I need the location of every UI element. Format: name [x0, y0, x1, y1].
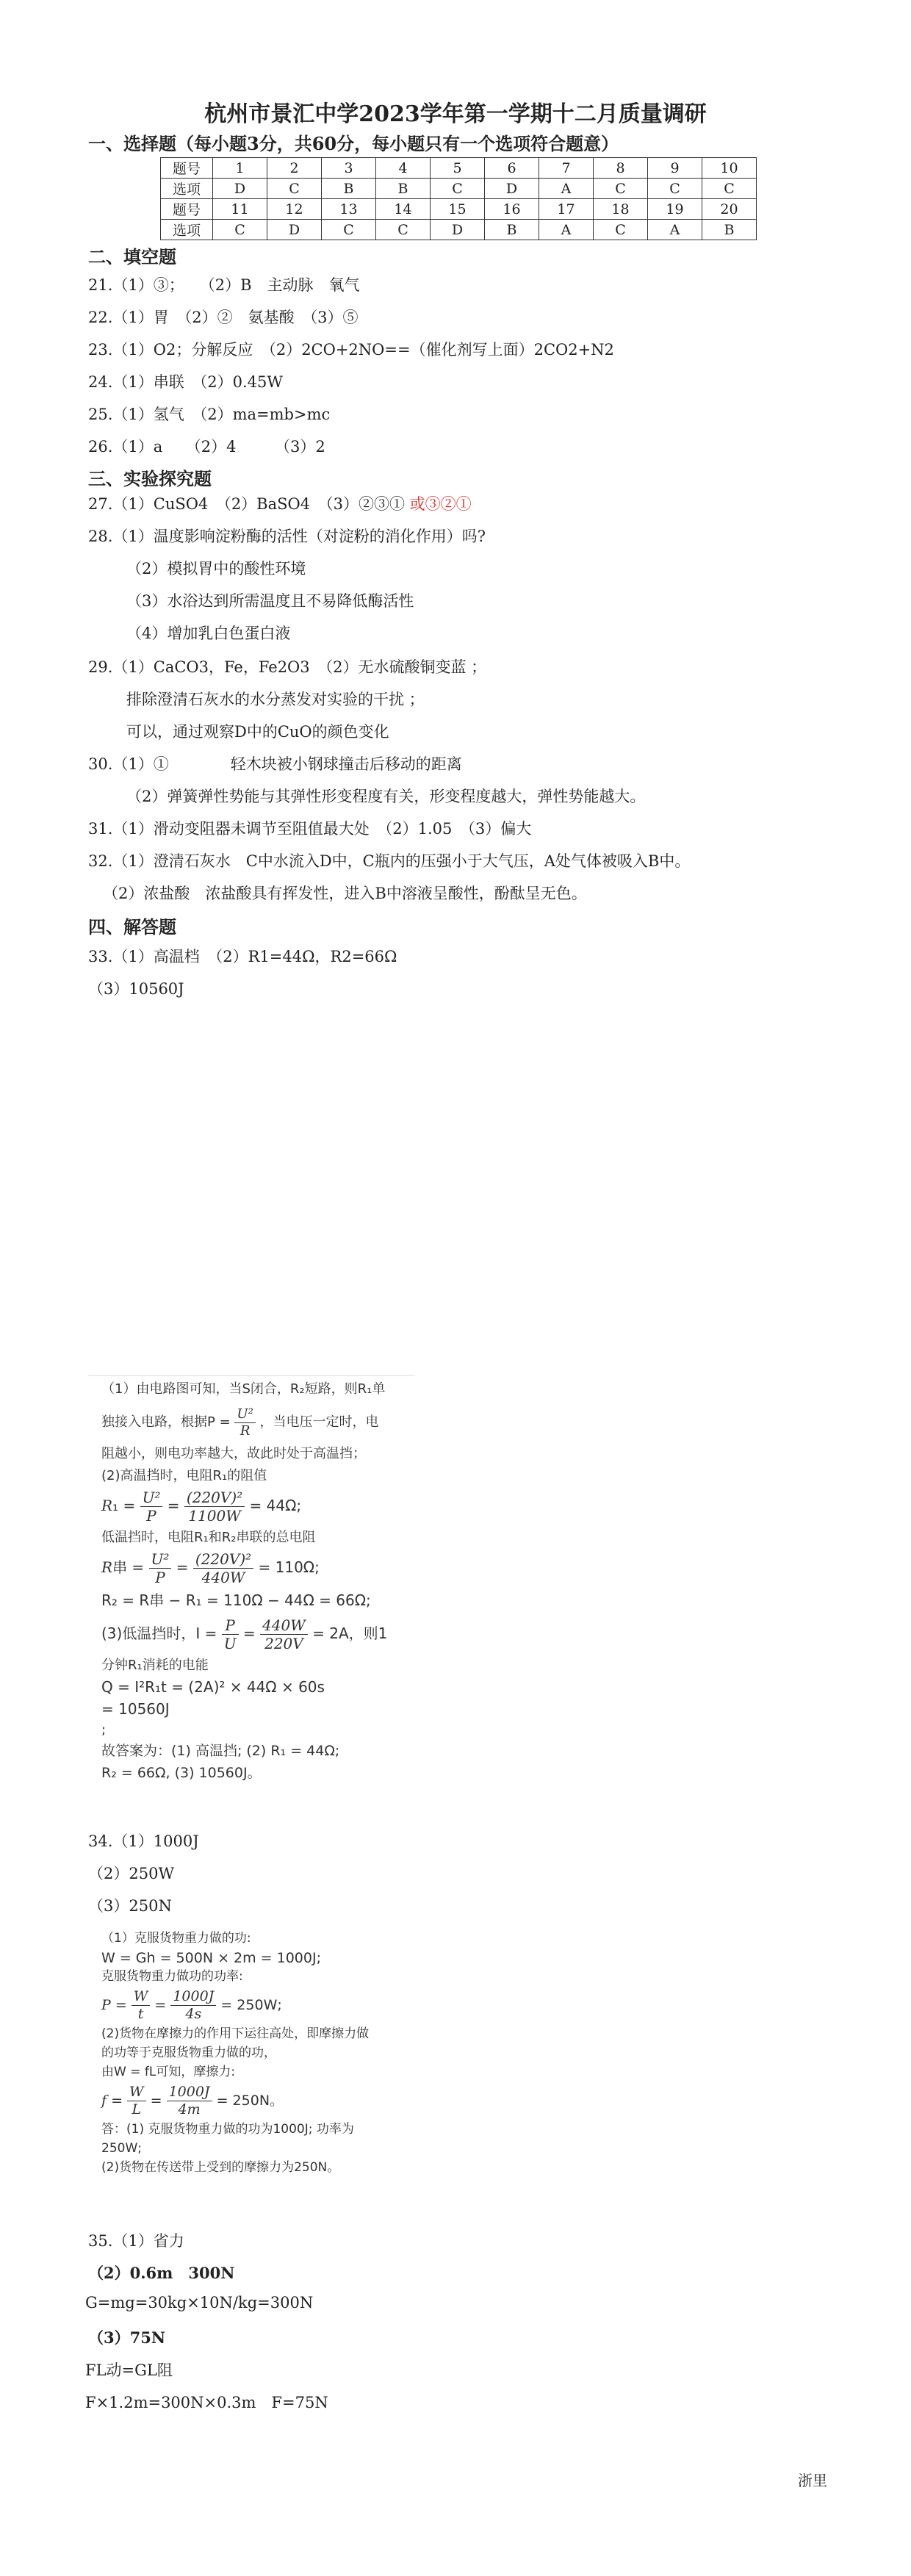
answer-table-cell: C [702, 179, 757, 199]
sol33-line-10: = 10560J [101, 1700, 170, 1718]
answer-table-cell: B [376, 179, 431, 199]
answer-q33: 33.（1）高温档 （2）R1=44Ω，R2=66Ω [88, 948, 397, 965]
sol33-line-13: R₂ = 66Ω, (3) 10560J。 [101, 1765, 262, 1781]
answer-table-cell: C [648, 179, 702, 199]
answer-table-cell: 8 [594, 158, 648, 179]
section-experiment-heading: 三、实验探究题 [88, 468, 212, 489]
answer-table-cell: 7 [539, 158, 594, 179]
answer-table-cell: 17 [539, 199, 594, 220]
answer-table-cell: D [267, 220, 322, 240]
answer-q27 [88, 492, 472, 514]
answer-q22: 22.（1）胃 （2）② 氨基酸 （3）⑤ [88, 309, 359, 326]
answer-table-cell: B [485, 220, 539, 240]
sol34-line-7: 答：(1) 克服货物重力做的功为1000J; 功率为 [101, 2122, 354, 2137]
answer-q35-6: F×1.2m=300N×0.3m F=75N [85, 2394, 328, 2411]
sol33-line-9: Q = I²R₁t = (2A)² × 44Ω × 60s [101, 1678, 325, 1696]
answer-table-cell: 3 [322, 158, 376, 179]
answer-q24: 24.（1）串联 （2）0.45W [88, 373, 283, 391]
answer-table-cell: D [485, 179, 539, 199]
answer-q25: 25.（1）氢气 （2）ma=mb>mc [88, 406, 331, 423]
sol33-line-3: 阻越小，则电功率越大，故此时处于高温挡； [101, 1446, 366, 1461]
answer-q28-3: （3）水浴达到所需温度且不易降低酶活性 [126, 592, 414, 610]
answer-q34-3: （3）250N [88, 1897, 172, 1915]
answer-q35-5: FL动=GL阻 [85, 2361, 173, 2379]
answer-table-cell: 6 [485, 158, 539, 179]
answer-table-cell: B [702, 220, 757, 240]
sol34-eq-friction: f = $\frac{W}{L}$ = $\frac{1000J}{4m}$ = 250N。 [101, 2084, 284, 2118]
answer-q31: 31.（1）滑动变阻器未调节至阻值最大处 （2）1.05 （3）偏大 [88, 820, 532, 838]
sol33-line-7: (3)低温挡时，I = $\frac{P}{U}$ = $\frac{440W}{220V}$ = 2A，则1 [101, 1616, 388, 1652]
sol33-line-7a: (3)低温挡时，I = [101, 1625, 217, 1642]
answer-table-cell: 5 [431, 158, 485, 179]
sol33-line-5: 低温挡时，电阻R₁和R₂串联的总电阻 [101, 1530, 316, 1545]
answer-table-row [161, 199, 757, 220]
answer-table-cell: 16 [485, 199, 539, 220]
answer-q33-3: （3）10560J [88, 980, 184, 998]
answer-q29: 29.（1）CaCO3，Fe，Fe2O3 （2）无水硫酸铜变蓝 ； [88, 658, 487, 676]
answer-table-cell: 9 [648, 158, 702, 179]
answer-table-cell: A [539, 220, 594, 240]
answer-table-cell: C [376, 220, 431, 240]
answer-table-cell: 4 [376, 158, 431, 179]
section-choice-heading: 一、选择题（每小题3分，共60分，每小题只有一个选项符合题意） [88, 133, 619, 154]
answer-table-cell: C [431, 179, 485, 199]
answer-q30-2: （2）弹簧弹性势能与其弹性形变程度有关，形变程度越大，弹性势能越大。 [126, 788, 646, 805]
section-fill-heading: 二、填空题 [88, 246, 176, 267]
answer-table-cell: C [267, 179, 322, 199]
page-title: 杭州市景汇中学2023学年第一学期十二月质量调研 [204, 101, 707, 127]
answer-table-cell: 2 [267, 158, 322, 179]
solution-33 [101, 1381, 387, 1787]
divider [88, 1375, 415, 1376]
sol34-line-1: （1）克服货物重力做的功: [101, 1931, 251, 1946]
answer-table-cell: 20 [702, 199, 757, 220]
sol33-eq-r1: R₁ = $\frac{\text{U²}}{P}$ = $\frac{\text{(220V)²}}{1100W}$ = 44Ω; [101, 1489, 302, 1525]
answer-table-cell: 12 [267, 199, 322, 220]
answer-table-header-cell: 选项 [161, 220, 213, 240]
answer-table-cell: 19 [648, 199, 702, 220]
solution-34 [101, 1931, 369, 2179]
answer-q35-4: （3）75N [88, 2328, 166, 2347]
sol33-line-8: 分钟R₁消耗的电能 [101, 1658, 209, 1673]
fraction-u2-over-r: $\frac{\text{U²}}{R}$ [234, 1406, 255, 1439]
sol33-line-2b: ，当电压一定时，电 [259, 1414, 379, 1431]
sol34-eq-power: P = $\frac{W}{t}$ = $\frac{1000J}{4s}$ = 250W; [101, 1988, 282, 2022]
sol33-line-1: （1）由电路图可知，当S闭合，R₂短路，则R₁单 [101, 1381, 386, 1397]
answer-q30: 30.（1）① 轻木块被小钢球撞击后移动的距离 [88, 755, 462, 773]
answer-q27-alt: 或③②① [404, 495, 472, 513]
footer-mark: 浙里 [798, 2472, 827, 2489]
answer-q34-2: （2）250W [88, 1865, 175, 1882]
sol34-line-3: 克服货物重力做功的功率: [101, 1969, 243, 1984]
answer-q27-main: 27.（1）CuSO4 （2）BaSO4 （3）②③① [88, 495, 405, 513]
answer-table-cell: 10 [702, 158, 757, 179]
answer-table-cell: A [539, 179, 594, 199]
answer-table-cell: D [213, 179, 267, 199]
answer-table-header-cell: 选项 [161, 179, 213, 199]
sol33-line-2 [101, 1406, 387, 1446]
answer-table-cell: C [594, 220, 648, 240]
answer-table-cell: C [594, 179, 648, 199]
answer-table-row [161, 179, 757, 199]
answer-table-cell: C [322, 220, 376, 240]
sol33-line-2a: 独接入电路，根据P = [101, 1414, 231, 1431]
answer-q34: 34.（1）1000J [88, 1832, 199, 1850]
answer-q29-3: 可以，通过观察D中的CuO的颜色变化 [126, 723, 389, 741]
answer-table-cell: C [213, 220, 267, 240]
answer-q28-4: （4）增加乳白色蛋白液 [126, 625, 291, 642]
answer-q35: 35.（1）省力 [88, 2232, 184, 2250]
answer-q26: 26.（1）a （2）4 （3）2 [88, 438, 325, 456]
section-solve-heading: 四、解答题 [88, 916, 176, 938]
answer-table-row [161, 158, 757, 179]
answer-q32: 32.（1）澄清石灰水 C中水流入D中，C瓶内的压强小于大气压，A处气体被吸入B中。 [88, 852, 691, 870]
sol33-line-4: (2)高温挡时，电阻R₁的阻值 [101, 1468, 267, 1483]
answer-table-cell: 18 [594, 199, 648, 220]
sol34-line-9: (2)货物在传送带上受到的摩擦力为250N。 [101, 2160, 340, 2175]
answer-table [160, 157, 757, 240]
sol34-line-2: W = Gh = 500N × 2m = 1000J; [101, 1950, 321, 1966]
sol34-line-6: 由W = fL可知，摩擦力: [101, 2065, 236, 2079]
answer-q35-2: （2）0.6m 300N [88, 2264, 235, 2282]
answer-table-cell: 11 [213, 199, 267, 220]
answer-q32-2: （2）浓盐酸 浓盐酸具有挥发性，进入B中溶液呈酸性，酚酞呈无色。 [103, 885, 587, 902]
answer-table-cell: B [322, 179, 376, 199]
answer-table-row [161, 220, 757, 240]
answer-table-cell: 14 [376, 199, 431, 220]
answer-table-cell: A [648, 220, 702, 240]
answer-q23: 23.（1）O2；分解反应 （2）2CO+2NO==（催化剂写上面）2CO2+N2 [88, 341, 614, 359]
sol34-line-8: 250W; [101, 2141, 142, 2156]
answer-table-cell: 15 [431, 199, 485, 220]
sol34-line-4: (2)货物在摩擦力的作用下运往高处，即摩擦力做 [101, 2026, 370, 2041]
sol33-line-6: R₂ = R串 − R₁ = 110Ω − 44Ω = 66Ω; [101, 1591, 371, 1609]
answer-q29-2: 排除澄清石灰水的水分蒸发对实验的干扰 ； [126, 691, 425, 708]
answer-table-cell: 1 [213, 158, 267, 179]
sol33-line-12: 故答案为：(1) 高温挡; (2) R₁ = 44Ω; [101, 1743, 340, 1759]
sol34-line-5: 的功等于克服货物重力做的功， [101, 2046, 276, 2060]
answer-q28: 28.（1）温度影响淀粉酶的活性（对淀粉的消化作用）吗? [88, 528, 486, 545]
answer-table-header-cell: 题号 [161, 199, 213, 220]
answer-q21: 21.（1）③； （2）B 主动脉 氧气 [88, 276, 360, 294]
answer-table-cell: 13 [322, 199, 376, 220]
sol33-line-11: ; [101, 1722, 107, 1738]
answer-table-cell: D [431, 220, 485, 240]
sol33-line-7b: ，则1 [348, 1625, 388, 1642]
answer-table-header-cell: 题号 [161, 158, 213, 179]
sol33-eq-rtotal: R串 = $\frac{\text{U²}}{P}$ = $\frac{\text{(220V)²}}{440W}$ = 110Ω; [101, 1550, 320, 1586]
answer-q35-3: G=mg=30kg×10N/kg=300N [85, 2294, 314, 2311]
answer-q28-2: （2）模拟胃中的酸性环境 [126, 560, 306, 578]
